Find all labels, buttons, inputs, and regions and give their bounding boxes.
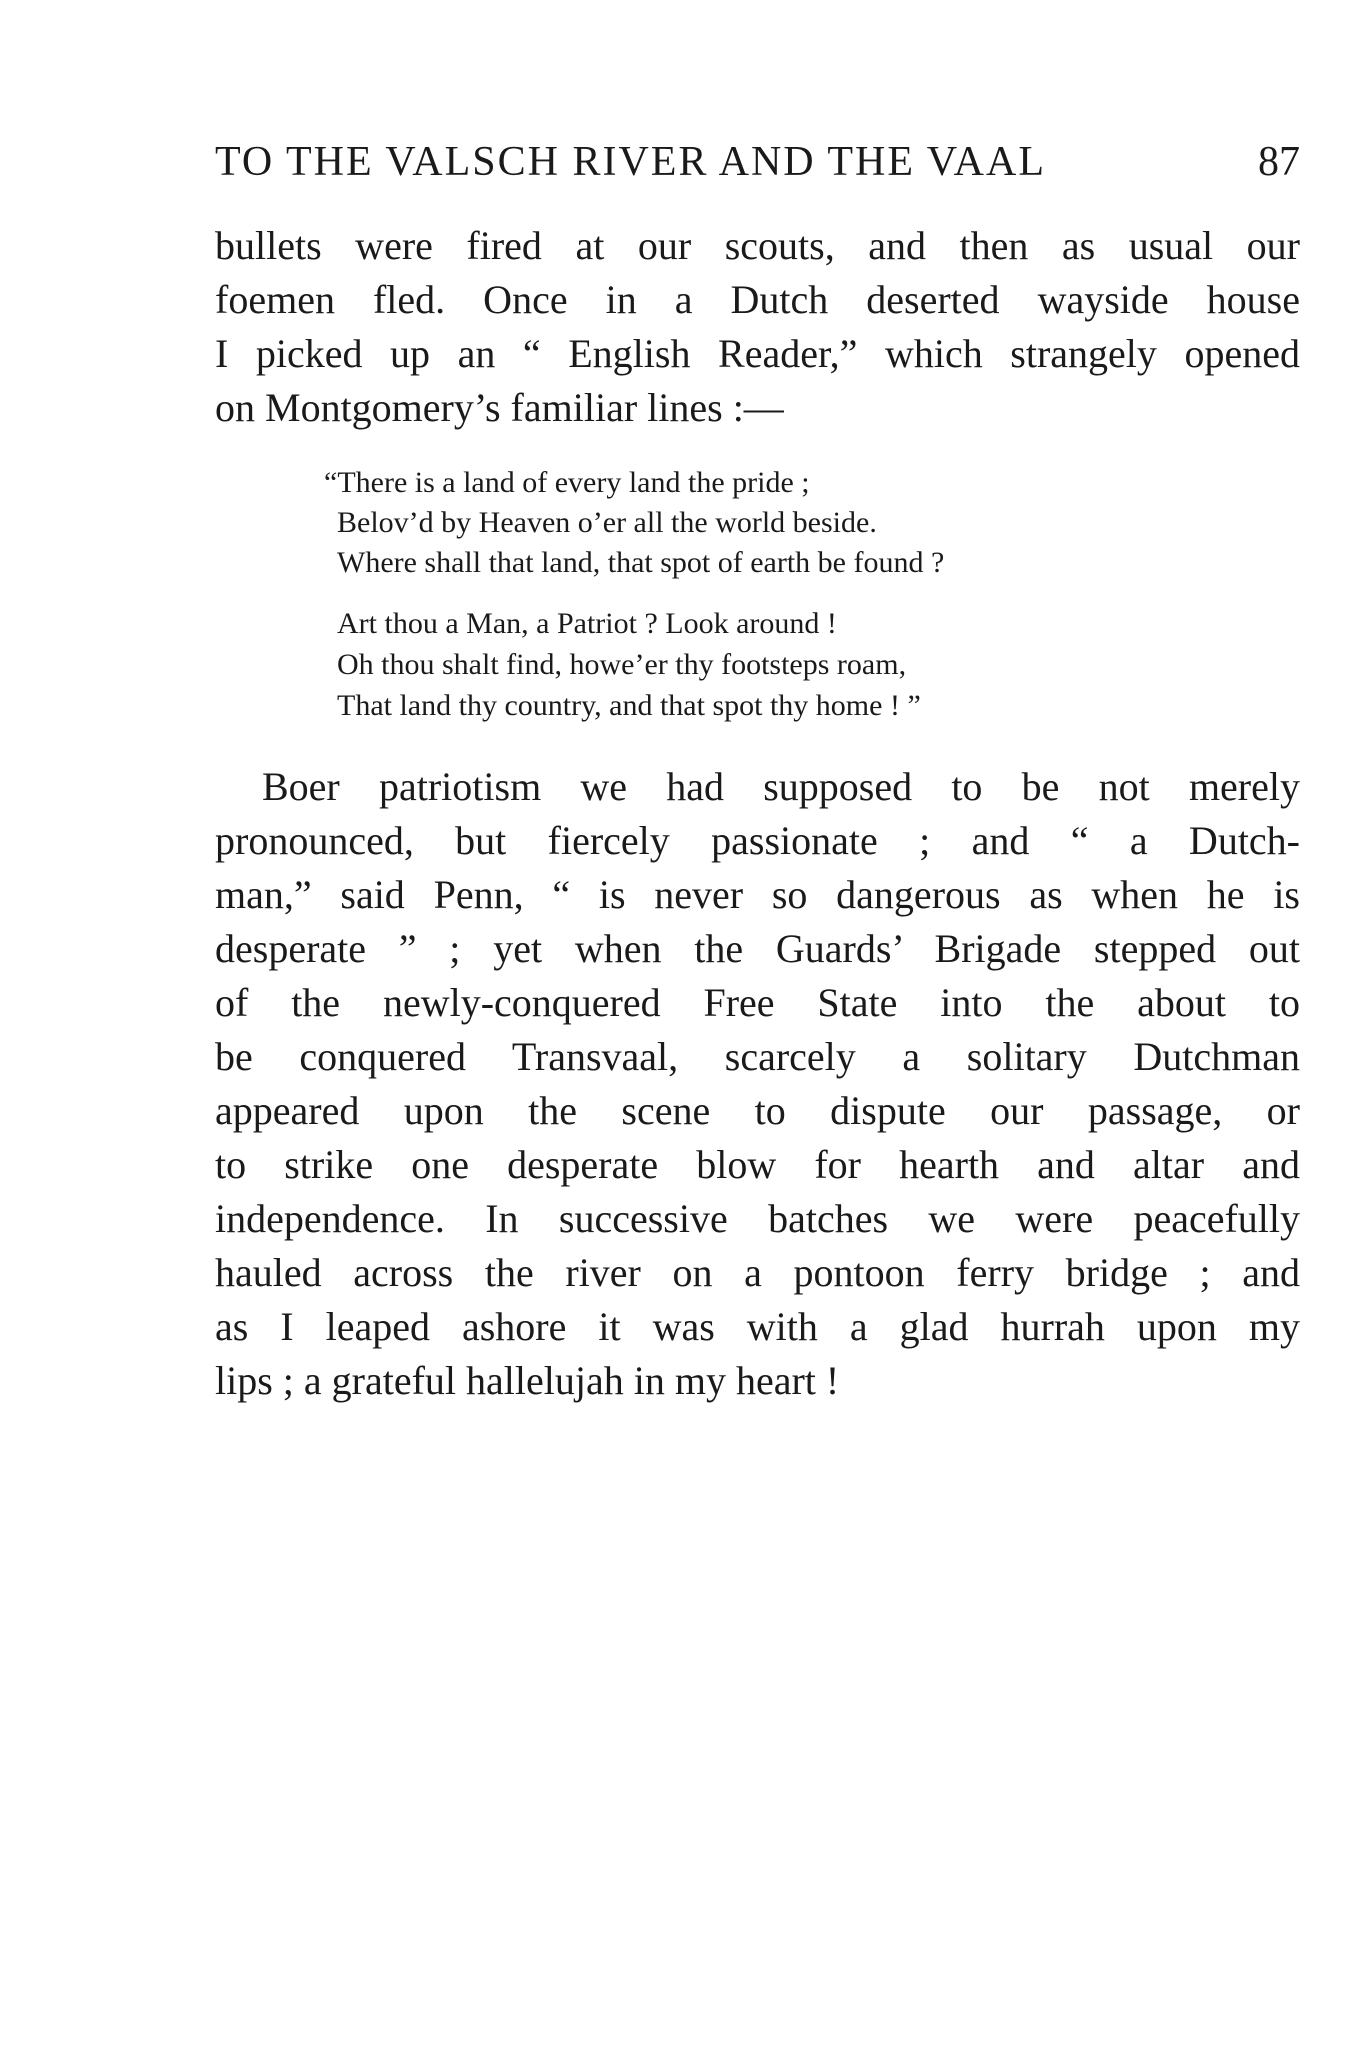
verse-line: Art thou a Man, a Patriot ? Look around ! xyxy=(337,607,837,640)
text-line: independence. In successive batches we were peacefully xyxy=(215,1196,1300,1241)
page-number: 87 xyxy=(1258,139,1300,185)
text-line: appeared upon the scene to dispute our passage, or xyxy=(215,1088,1300,1133)
text-line: hauled across the river on a pontoon ferry bridge ; and xyxy=(215,1250,1300,1295)
verse-line: Where shall that land, that spot of earth be found ? xyxy=(337,546,945,579)
text-line: of the newly-conquered Free State into the about to xyxy=(215,980,1300,1025)
verse-line: That land thy country, and that spot thy home ! ” xyxy=(337,689,921,722)
text-line: lips ; a grateful hallelujah in my heart ! xyxy=(215,1358,840,1403)
running-title: TO THE VALSCH RIVER AND THE VAAL xyxy=(215,139,1046,185)
verse-line: “There is a land of every land the pride ; xyxy=(324,466,810,499)
text-line: Boer patriotism we had supposed to be not merely xyxy=(262,764,1300,809)
verse-line: Belov’d by Heaven o’er all the world beside. xyxy=(337,506,877,539)
text-line: as I leaped ashore it was with a glad hurrah upon my xyxy=(215,1304,1300,1349)
text-line: foemen fled. Once in a Dutch deserted wayside house xyxy=(215,277,1300,322)
text-line: bullets were fired at our scouts, and then as usual our xyxy=(215,223,1300,268)
page-header xyxy=(215,132,1300,192)
text-line: be conquered Transvaal, scarcely a solitary Dutchman xyxy=(215,1034,1300,1079)
text-line: man,” said Penn, “ is never so dangerous as when he is xyxy=(215,872,1300,917)
text-line: desperate ” ; yet when the Guards’ Brigade stepped out xyxy=(215,926,1300,971)
verse-line: Oh thou shalt find, howe’er thy footsteps roam, xyxy=(337,648,907,681)
text-line: pronounced, but fiercely passionate ; and “ a Dutch- xyxy=(215,818,1300,863)
text-line: I picked up an “ English Reader,” which strangely opened xyxy=(215,331,1300,376)
text-line: to strike one desperate blow for hearth and altar and xyxy=(215,1142,1300,1187)
text-line: on Montgomery’s familiar lines :— xyxy=(215,385,784,430)
